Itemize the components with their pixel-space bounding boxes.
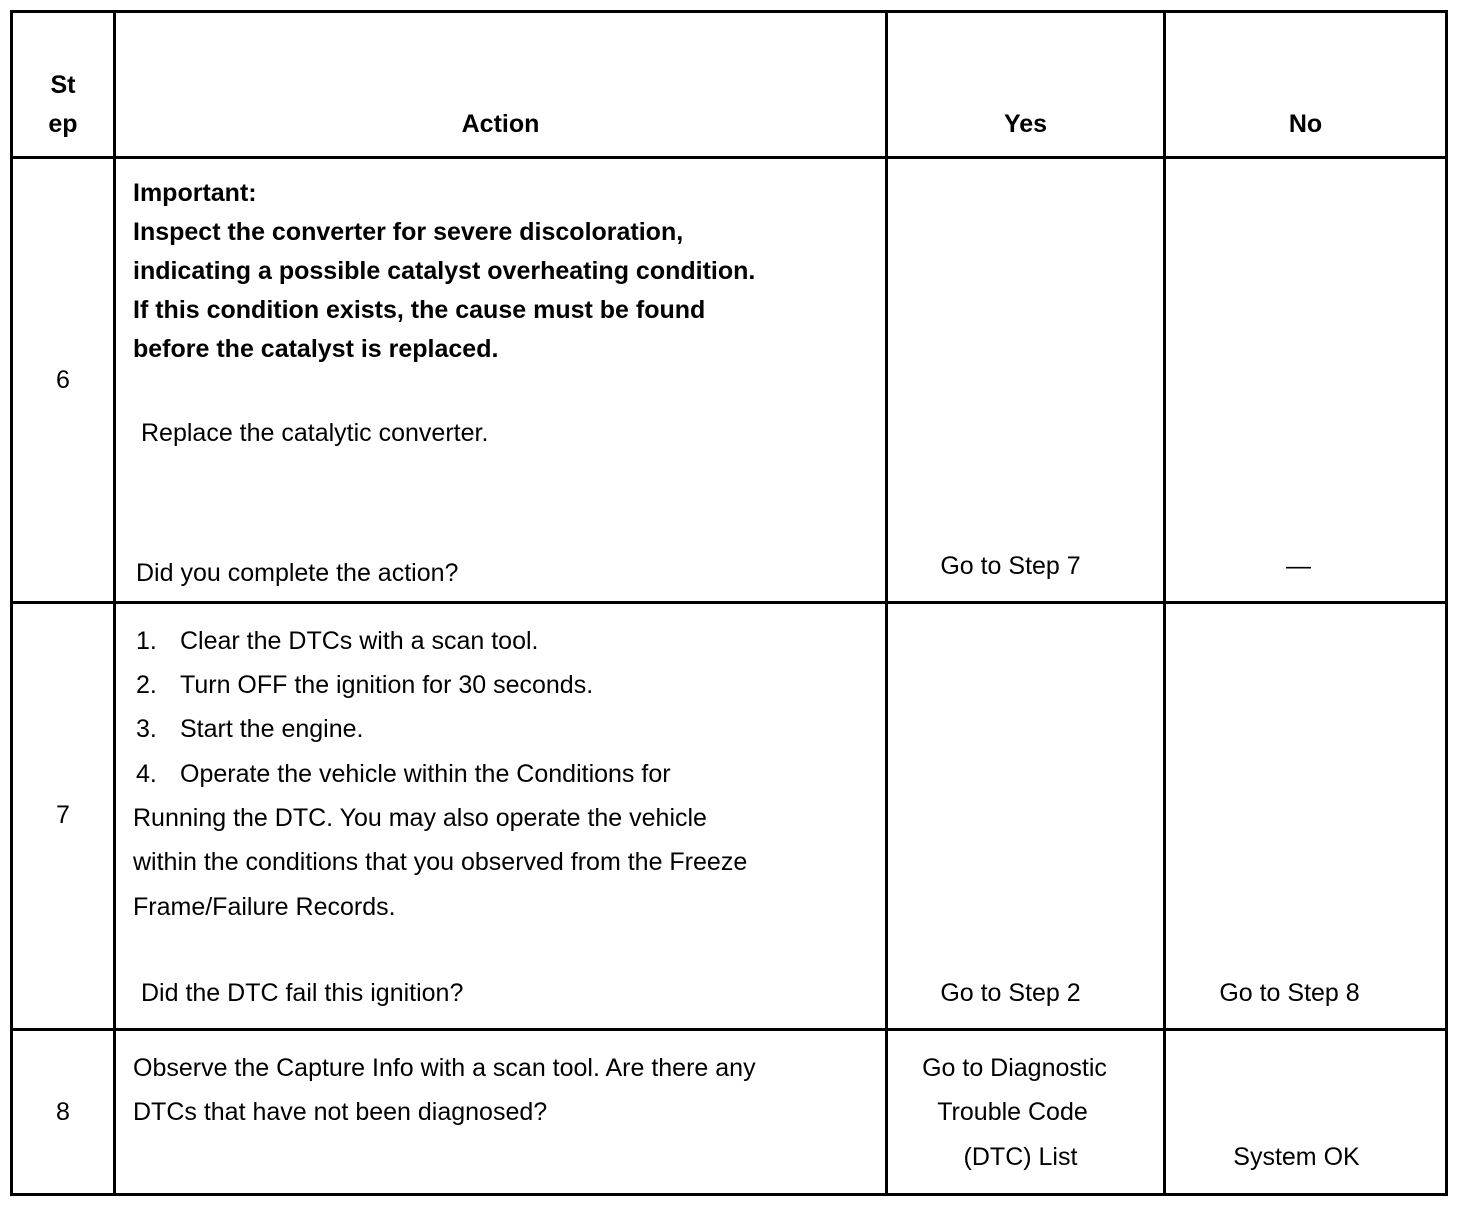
list-number: 4. [136, 760, 157, 788]
yes-result-line: (DTC) List [963, 1143, 1078, 1171]
no-result: — [1286, 552, 1311, 580]
table-border-right [1445, 10, 1448, 1196]
continuation-line: Running the DTC. You may also operate the vehicle [133, 804, 707, 832]
header-no: No [1288, 110, 1323, 138]
yes-result: Go to Step 2 [940, 979, 1081, 1007]
yes-result-line: Go to Diagnostic [922, 1054, 1107, 1082]
important-line: If this condition exists, the cause must be found [133, 296, 706, 324]
important-line: indicating a possible catalyst overheating condition. [133, 257, 756, 285]
list-number: 1. [136, 627, 157, 655]
continuation-line: Frame/Failure Records. [133, 893, 396, 921]
no-result: System OK [1233, 1143, 1360, 1171]
yes-result-line: Trouble Code [937, 1098, 1088, 1126]
step-number-8: 8 [56, 1098, 70, 1126]
table-border-top [10, 10, 1448, 13]
list-number: 3. [136, 715, 157, 743]
col-divider-yes-no [1163, 10, 1166, 1196]
important-line: before the catalyst is replaced. [133, 335, 499, 363]
important-title: Important: [133, 179, 257, 207]
list-item: Operate the vehicle within the Conditions for [180, 760, 671, 788]
header-yes: Yes [1003, 110, 1048, 138]
row-divider-6-7 [10, 601, 1448, 604]
yes-result: Go to Step 7 [940, 552, 1081, 580]
list-item: Start the engine. [180, 715, 364, 743]
list-number: 2. [136, 671, 157, 699]
header-divider [10, 156, 1448, 159]
question-text: Did the DTC fail this ignition? [141, 979, 464, 1007]
step-number-6: 6 [56, 366, 70, 394]
table-border-bottom [10, 1193, 1448, 1196]
continuation-line: within the conditions that you observed from the Freeze [133, 848, 748, 876]
row-divider-7-8 [10, 1028, 1448, 1031]
col-divider-step-action [113, 10, 116, 1196]
header-step-line2: ep [48, 110, 78, 138]
col-divider-action-yes [885, 10, 888, 1196]
action-line: DTCs that have not been diagnosed? [133, 1098, 548, 1126]
step-number-7: 7 [56, 801, 70, 829]
list-item: Turn OFF the ignition for 30 seconds. [180, 671, 594, 699]
question-text: Did you complete the action? [136, 559, 459, 587]
instruction-text: Replace the catalytic converter. [141, 419, 489, 447]
no-result: Go to Step 8 [1219, 979, 1360, 1007]
table-border-left [10, 10, 13, 1196]
action-line: Observe the Capture Info with a scan tool. Are there any [133, 1054, 756, 1082]
header-step-line1: St [50, 71, 76, 99]
list-item: Clear the DTCs with a scan tool. [180, 627, 539, 655]
header-action: Action [461, 110, 540, 138]
important-line: Inspect the converter for severe discoloration, [133, 218, 684, 246]
